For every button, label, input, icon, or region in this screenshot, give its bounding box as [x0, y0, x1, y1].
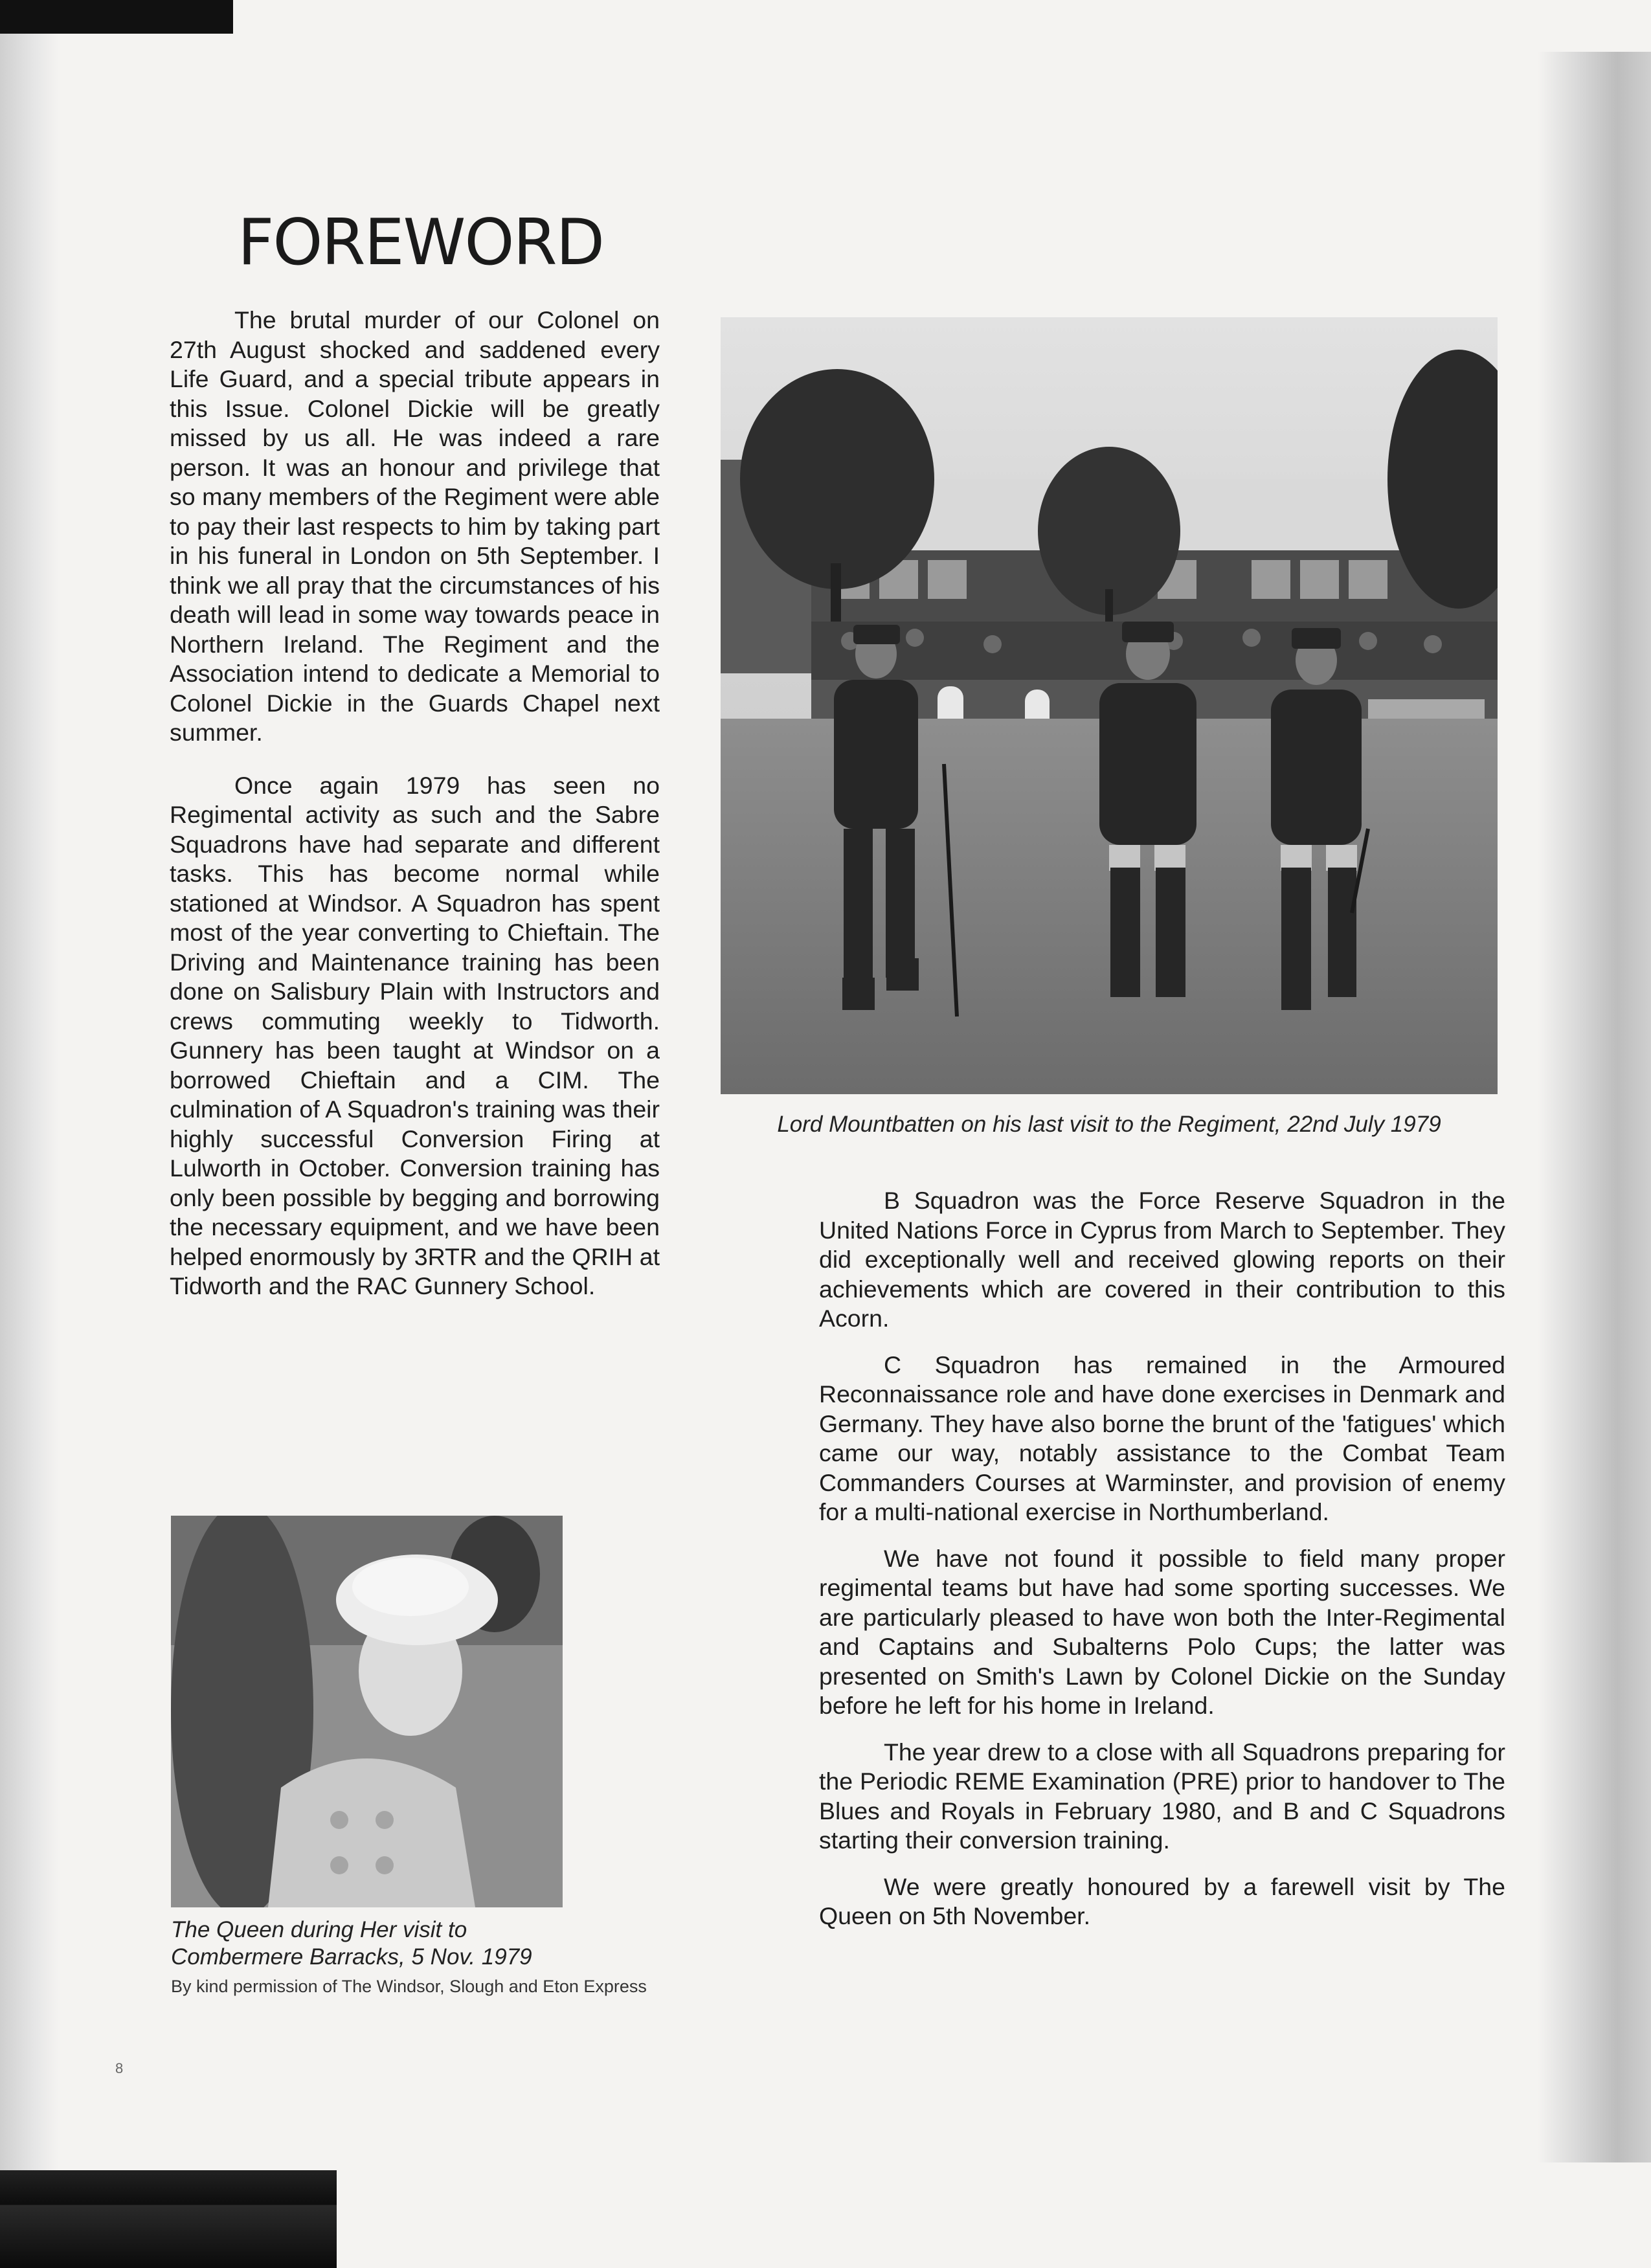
- photo-credit: By kind permission of The Windsor, Slough and Eton Express: [171, 1977, 647, 1996]
- paragraph: We were greatly honoured by a farewell visit by The Queen on 5th November.: [819, 1872, 1505, 1929]
- mountbatten-photo: [721, 317, 1498, 1094]
- paragraph: We have not found it possible to field many proper regimental teams but have had some sporting successes. We are particularly pleased to have won both the Inter-Regimental and Captains and Subalterns Polo Cups; the latter was presented on Smith's Lawn by Colonel Dickie on the Sunday before he left for his home in Ireland.: [819, 1544, 1505, 1719]
- scan-top-mark: [0, 0, 233, 34]
- paragraph: Once again 1979 has seen no Regimental activity as such and the Sabre Squadrons have had separate and different tasks. This has become normal while stationed at Windsor. A Squadron has spent most of the year converting to Chieftain. The Driving and Maintenance training has been done on Salisbury Plain with Instructors and crews commuting weekly to Tidworth. Gunnery has been taught at Windsor on a borrowed Chieftain and a CIM. The culmination of A Squadron's training was their highly successful Conversion Firing at Lulworth in October. Conversion training has only been possible by begging and borrowing the necessary equipment, and we have been helped enormously by 3RTR and the QRIH at Tidworth and the RAC Gunnery School.: [170, 771, 660, 1299]
- right-text-column: [819, 1186, 1505, 1931]
- paragraph: C Squadron has remained in the Armoured Reconnaissance role and have done exercises in Denmark and Germany. They have also borne the brunt of the 'fatigues' which came our way, notably assistance to the Combat Team Commanders Courses at Warminster, and provision of enemy for a multi-national exercise in Northumberland.: [819, 1351, 1505, 1525]
- paragraph: The year drew to a close with all Squadrons preparing for the Periodic REME Examination (PRE) prior to handover to The Blues and Royals in February 1980, and B and C Squadrons starting their conversion training.: [819, 1738, 1505, 1854]
- queen-photo-caption: [171, 1916, 624, 1971]
- page-title: FOREWORD: [238, 206, 604, 280]
- scan-right-shadow: [1538, 52, 1651, 2162]
- left-text-column: [170, 306, 660, 1301]
- scan-left-edge: [0, 0, 58, 2268]
- photo-caption: Lord Mountbatten on his last visit to the Regiment, 22nd July 1979: [777, 1112, 1441, 1137]
- paragraph: B Squadron was the Force Reserve Squadron in the United Nations Force in Cyprus from March to September. They did exceptionally well and received glowing reports on their achievements which are covered in their contribution to this Acorn.: [819, 1187, 1505, 1332]
- paragraph: The brutal murder of our Colonel on 27th August shocked and saddened every Life Guard, and a special tribute appears in this Issue. Colonel Dickie will be greatly missed by us all. He was indeed a rare person. It was an honour and privilege that so many members of the Regiment were able to pay their last respects to him by taking part in his funeral in London on 5th September. I think we all pray that the circumstances of his death will lead in some way towards peace in Northern Ireland. The Regiment and the Association intend to dedicate a Memorial to Colonel Dickie in the Guards Chapel next summer.: [170, 306, 660, 746]
- caption-line: The Queen during Her visit to: [171, 1917, 467, 1942]
- page-number: 8: [115, 2060, 124, 2076]
- caption-line: Combermere Barracks, 5 Nov. 1979: [171, 1944, 532, 1970]
- queen-photo: [171, 1516, 563, 1907]
- scan-bottom-mark: [0, 2170, 337, 2268]
